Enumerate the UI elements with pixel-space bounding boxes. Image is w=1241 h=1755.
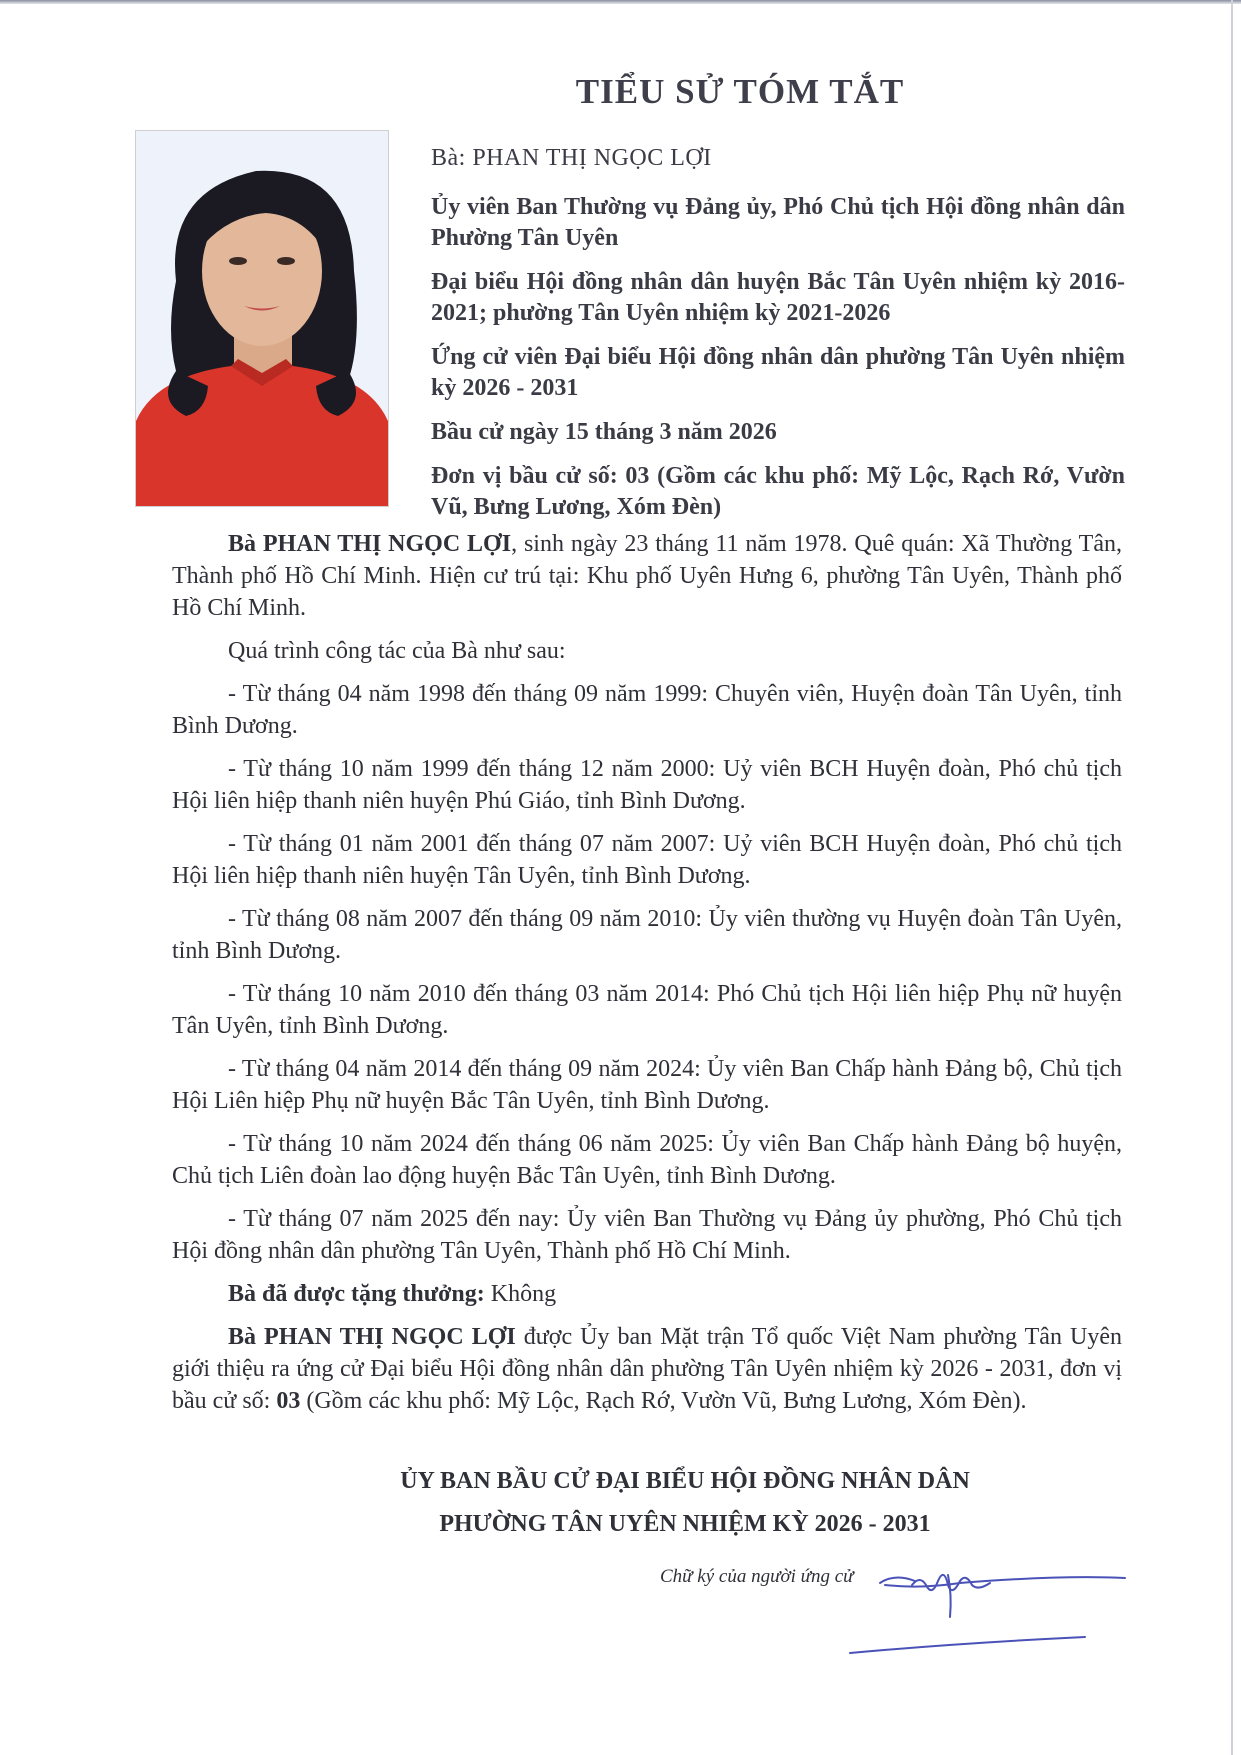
bio-intro-name: Bà PHAN THỊ NGỌC LỢI [228,531,512,557]
awards [172,1278,1122,1310]
committee-line-2: PHƯỜNG TÂN UYÊN NHIỆM KỲ 2026 - 2031 [439,1511,931,1537]
candidate-name: Bà: PHAN THỊ NGỌC LỢI [431,145,712,171]
nomination-tail: (Gồm các khu phố: Mỹ Lộc, Rạch Rớ, Vườn Vũ, Bưng Lương, Xóm Đèn). [300,1388,1027,1414]
candidate-candidacy: Ứng cử viên Đại biểu Hội đồng nhân dân phường Tân Uyên nhiệm kỳ 2026 - 2031 [431,344,1125,401]
awards-value: Không [484,1281,557,1307]
career-item: - Từ tháng 04 năm 1998 đến tháng 09 năm 1999: Chuyên viên, Huyện đoàn Tân Uyên, tỉnh Bình Dương. [172,681,1122,739]
candidate-header [431,143,1125,536]
portrait-photo [135,130,389,507]
nomination [172,1321,1122,1417]
handwritten-signature [840,1545,1140,1665]
scan-right-edge [1231,0,1233,1755]
scan-top-edge [0,0,1241,4]
career-item: - Từ tháng 04 năm 2014 đến tháng 09 năm 2024: Ủy viên Ban Chấp hành Đảng bộ, Chủ tịch Hội Liên hiệp Phụ nữ huyện Bắc Tân Uyên, tỉnh Bình Dương. [172,1056,1122,1114]
signature-label: Chữ ký của người ứng cử [660,1566,854,1587]
election-committee [290,1460,1080,1546]
career-item: - Từ tháng 08 năm 2007 đến tháng 09 năm 2010: Ủy viên thường vụ Huyện đoàn Tân Uyên, tỉnh Bình Dương. [172,906,1122,964]
career-heading: Quá trình công tác của Bà như sau: [228,638,566,664]
nomination-name: Bà PHAN THỊ NGỌC LỢI [228,1324,516,1350]
awards-label: Bà đã được tặng thưởng: [228,1281,485,1307]
candidate-delegate-history: Đại biểu Hội đồng nhân dân huyện Bắc Tân Uyên nhiệm kỳ 2016-2021; phường Tân Uyên nhiệm kỳ 2021-2026 [431,269,1125,326]
nomination-text: được Ủy ban Mặt trận Tổ quốc Việt Nam phường Tân Uyên giới thiệu ra ứng cử Đại biểu Hội đồng nhân dân phường Tân Uyên nhiệm kỳ 2026 - 2031, đơn vị bầu cử số: [172,1324,1122,1414]
biography-body [172,528,1122,1428]
nomination-unit: 03 [276,1388,301,1414]
bio-intro-text: , sinh ngày 23 tháng 11 năm 1978. Quê quán: Xã Thường Tân, Thành phố Hồ Chí Minh. Hiện cư trú tại: Khu phố Uyên Hưng 6, phường Tân Uyên, Thành phố Hồ Chí Minh. [172,531,1122,621]
candidate-position: Ủy viên Ban Thường vụ Đảng ủy, Phó Chủ tịch Hội đồng nhân dân Phường Tân Uyên [431,194,1125,251]
page-title: TIỂU SỬ TÓM TẮT [575,72,905,111]
bio-intro [172,528,1122,624]
career-item: - Từ tháng 10 năm 2010 đến tháng 03 năm 2014: Phó Chủ tịch Hội liên hiệp Phụ nữ huyện Tân Uyên, tỉnh Bình Dương. [172,981,1122,1039]
career-item: - Từ tháng 10 năm 1999 đến tháng 12 năm 2000: Uỷ viên BCH Huyện đoàn, Phó chủ tịch Hội liên hiệp thanh niên huyện Phú Giáo, tỉnh Bình Dương. [172,756,1122,814]
committee-line-1: ỦY BAN BẦU CỬ ĐẠI BIỂU HỘI ĐỒNG NHÂN DÂN [400,1468,970,1494]
election-date: Bầu cử ngày 15 tháng 3 năm 2026 [431,419,777,445]
career-item: - Từ tháng 07 năm 2025 đến nay: Ủy viên Ban Thường vụ Đảng ủy phường, Phó Chủ tịch Hội đồng nhân dân phường Tân Uyên, Thành phố Hồ Chí Minh. [172,1206,1122,1264]
election-unit: Đơn vị bầu cử số: 03 (Gồm các khu phố: Mỹ Lộc, Rạch Rớ, Vườn Vũ, Bưng Lương, Xóm Đèn) [431,463,1125,520]
career-item: - Từ tháng 10 năm 2024 đến tháng 06 năm 2025: Ủy viên Ban Chấp hành Đảng bộ huyện, Chủ tịch Liên đoàn lao động huyện Bắc Tân Uyên, tỉnh Bình Dương. [172,1131,1122,1189]
career-item: - Từ tháng 01 năm 2001 đến tháng 07 năm 2007: Uỷ viên BCH Huyện đoàn, Phó chủ tịch Hội liên hiệp thanh niên huyện Tân Uyên, tỉnh Bình Dương. [172,831,1122,889]
